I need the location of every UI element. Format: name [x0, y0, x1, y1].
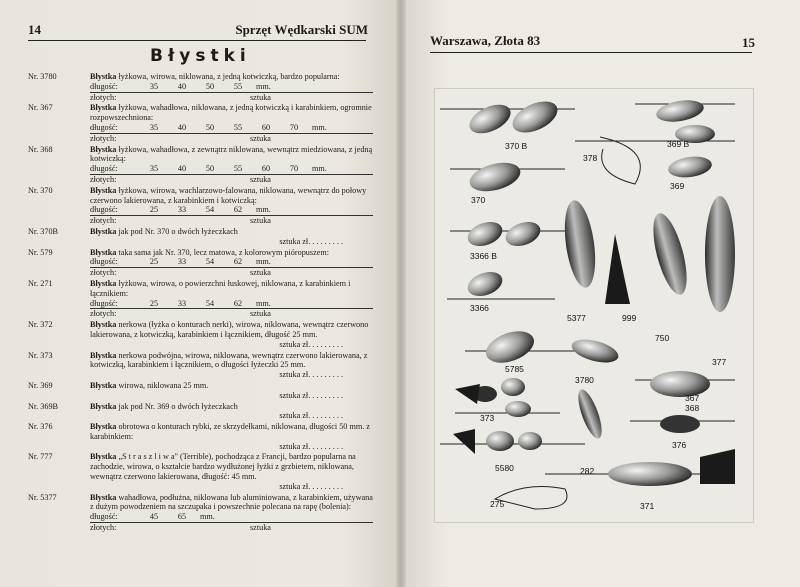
figure-label: 999: [622, 313, 637, 323]
figure-label: 367: [685, 393, 700, 403]
item-number: Nr. 367: [28, 103, 53, 113]
catalog-entry: [28, 248, 373, 278]
price-row: [90, 523, 373, 533]
item-description: [90, 279, 373, 299]
item-desc-text: wahadłowa, podłużna, niklowana lub aluminiowana, z karabinkiem, używana z dużym powodzeniem na szczupaka i powszechnie polecana na rapę (bolenia):: [90, 492, 373, 512]
item-desc-text: łyżkowa, wahadłowa, z zewnątrz niklowana, wewnątrz miedziowana, z jedną kotwiczką:: [90, 144, 373, 164]
photo-labels: [470, 139, 726, 511]
catalog-entry: [28, 402, 373, 422]
length-values: [140, 123, 308, 133]
right-header-rule: [430, 52, 752, 53]
length-value: 62: [233, 205, 243, 215]
catalog-entry: [28, 145, 373, 185]
item-name: Błystka: [90, 72, 117, 81]
price-line: sztuka zł. . . . . . . . .: [279, 441, 343, 451]
left-page-header: [28, 22, 368, 40]
catalog-entry: [28, 351, 373, 380]
item-number: Nr. 372: [28, 320, 53, 330]
item-name: Błystka: [90, 226, 117, 236]
price-row: [90, 134, 373, 144]
right-running-head: Warszawa, Złota 83: [430, 33, 541, 48]
item-number: Nr. 370B: [28, 226, 59, 236]
item-description: [90, 72, 373, 82]
price-line: sztuka zł. . . . . . . . .: [279, 411, 343, 421]
length-values: [140, 82, 252, 92]
item-number: Nr. 777: [28, 452, 53, 462]
length-row: [90, 512, 373, 523]
price-label: złotych:: [90, 523, 117, 533]
length-value: 50: [205, 81, 215, 91]
price-line: sztuka zł. . . . . . . . .: [279, 339, 343, 349]
price-line: sztuka zł. . . . . . . . .: [279, 370, 343, 380]
length-label: długość:: [90, 122, 118, 132]
length-values: [140, 299, 252, 309]
item-number: Nr. 271: [28, 278, 53, 288]
book-gutter: [396, 0, 406, 587]
figure-label: 369 B: [667, 139, 690, 149]
item-description: [90, 452, 373, 481]
price-row: [90, 216, 373, 226]
figure-label: 3780: [575, 375, 594, 385]
left-header-rule: [28, 40, 366, 41]
length-row: [90, 164, 373, 175]
length-row: [90, 123, 373, 134]
figure-label: 369: [670, 181, 685, 191]
catalog-entry: [28, 103, 373, 143]
item-number: Nr. 5377: [28, 492, 57, 502]
length-label: długość:: [90, 164, 118, 174]
item-desc-text: jak pod Nr. 369 o dwóch łyżeczkach: [118, 401, 238, 411]
price-label: złotych:: [90, 174, 117, 184]
price-per: sztuka: [250, 268, 271, 278]
item-desc-text: obrotowa o konturach rybki, ze skrzydełkami, niklowana, długości 50 mm. z karabinkiem:: [90, 422, 370, 441]
length-value: 65: [177, 512, 187, 522]
item-name: Błystka: [90, 380, 117, 390]
length-value: 55: [233, 164, 243, 174]
length-row: [90, 82, 373, 93]
item-number: Nr. 3780: [28, 72, 57, 81]
catalog-entry: [28, 320, 373, 349]
length-row: [90, 205, 373, 216]
item-description: [90, 402, 373, 412]
length-value: 35: [149, 122, 159, 132]
length-unit: mm.: [256, 81, 271, 91]
price-label: złotych:: [90, 92, 117, 102]
item-number: Nr. 369B: [28, 401, 59, 411]
length-label: długość:: [90, 257, 118, 267]
length-value: 33: [177, 298, 187, 308]
figure-label: 373: [480, 413, 495, 423]
catalog-entry: [28, 452, 373, 491]
price-per: sztuka: [250, 92, 271, 102]
figure-label: 282: [580, 466, 595, 476]
price-per: sztuka: [250, 133, 271, 143]
item-desc-text: nerkowa podwójna, wirowa, niklowana, wewnątrz czerwono lakierowana, z kotwiczką, karabinkiem i łącznikiem, o długości łyżeczki 25 mm.: [90, 350, 368, 370]
item-name: Błystka: [90, 144, 117, 154]
length-value: 62: [233, 257, 243, 267]
length-value: 55: [233, 81, 243, 91]
item-name: Błystka: [90, 422, 117, 432]
length-value: 50: [205, 164, 215, 174]
length-value: 33: [177, 205, 187, 215]
length-value: 25: [149, 257, 159, 267]
length-unit: mm.: [312, 164, 327, 174]
length-values: [140, 512, 196, 522]
figure-label: 5580: [495, 463, 514, 473]
item-name: Błystka: [90, 320, 117, 330]
price-label: złotych:: [90, 309, 117, 319]
spoon-lures: [464, 95, 735, 486]
length-value: 40: [177, 81, 187, 91]
price-per: sztuka: [250, 309, 271, 319]
length-value: 35: [149, 81, 159, 91]
item-number: Nr. 579: [28, 247, 53, 257]
item-description: [90, 381, 373, 391]
price-row: [90, 93, 373, 103]
right-page-number: 15: [742, 35, 755, 50]
item-name: Błystka: [90, 247, 117, 257]
item-description: [90, 145, 373, 165]
item-number: Nr. 373: [28, 350, 53, 360]
price-line: sztuka zł. . . . . . . . .: [279, 236, 343, 246]
length-value: 70: [289, 164, 299, 174]
length-row: [90, 257, 373, 268]
left-page-number: 14: [28, 22, 41, 37]
item-desc-text: taka sama jak Nr. 370, lecz matowa, z kolorowym pióropuszem:: [118, 247, 329, 257]
lures-illustration: [435, 89, 753, 522]
length-row: [90, 299, 373, 310]
length-value: 40: [177, 122, 187, 132]
item-description: [90, 227, 373, 237]
item-desc-text: wirowa, niklowana 25 mm.: [118, 380, 209, 390]
catalog-entry: [28, 422, 373, 451]
price-row: [90, 268, 373, 278]
length-value: 50: [205, 122, 215, 132]
length-value: 45: [149, 512, 159, 522]
length-value: 35: [149, 164, 159, 174]
item-number: Nr. 368: [28, 144, 53, 154]
item-description: [90, 493, 373, 513]
item-desc-text: łyżkowa, wirowa, o powierzchni łuskowej, niklowana, z karabinkiem i łącznikiem:: [90, 278, 351, 298]
figure-label: 750: [655, 333, 670, 343]
price-line: sztuka zł. . . . . . . . .: [279, 481, 343, 491]
item-name: Błystka: [90, 492, 117, 502]
catalog-entry: [28, 493, 373, 533]
figure-label: 370: [471, 195, 486, 205]
right-page-header: [430, 33, 755, 51]
item-number: Nr. 370: [28, 185, 53, 195]
length-value: 60: [261, 122, 271, 132]
item-desc-text: „S t r a s z l i w a" (Terrible), pochodząca z Francji, bardzo popularna na zachodzie, wirowa, o kształcie bardzo wydłużonej łyżki z grzbietem, niklowana, wewnątrz czerwono lakierowana, długość: 45 mm.: [90, 452, 356, 482]
figure-label: 368: [685, 403, 700, 413]
section-title: Błystki: [150, 46, 251, 66]
figure-label: 5377: [567, 313, 586, 323]
catalog-entry: [28, 186, 373, 226]
price-per: sztuka: [250, 174, 271, 184]
length-label: długość:: [90, 512, 118, 522]
length-value: 54: [205, 205, 215, 215]
figure-label: 5785: [505, 364, 524, 374]
catalog-entry: [28, 279, 373, 319]
lures-photo-plate: [434, 88, 754, 523]
item-description: [90, 186, 373, 206]
item-number: Nr. 376: [28, 422, 53, 432]
length-unit: mm.: [312, 122, 327, 132]
item-name: Błystka: [90, 452, 117, 462]
length-value: 70: [289, 122, 299, 132]
price-per: sztuka: [250, 216, 271, 226]
length-unit: mm.: [256, 205, 271, 215]
item-desc-text: jak pod Nr. 370 o dwóch łyżeczkach: [118, 226, 238, 236]
length-label: długość:: [90, 298, 118, 308]
price-row: [90, 175, 373, 185]
item-desc-text: łyżkowa, wahadłowa, niklowana, z jedną kotwiczką i karabinkiem, ogromnie rozpowszechniona:: [90, 103, 372, 123]
length-value: 55: [233, 122, 243, 132]
item-description: [90, 248, 373, 258]
item-description: [90, 103, 373, 123]
figure-label: 377: [712, 357, 727, 367]
length-label: długość:: [90, 81, 118, 91]
length-unit: mm.: [256, 257, 271, 267]
length-value: 54: [205, 298, 215, 308]
length-value: 40: [177, 164, 187, 174]
figure-label: 275: [490, 499, 505, 509]
catalog-entry: [28, 227, 373, 247]
figure-label: 371: [640, 501, 655, 511]
figure-label: 370 B: [505, 141, 528, 151]
left-running-head: Sprzęt Wędkarski SUM: [235, 22, 368, 37]
length-value: 33: [177, 257, 187, 267]
length-values: [140, 164, 308, 174]
item-name: Błystka: [90, 350, 117, 360]
price-label: złotych:: [90, 133, 117, 143]
price-per: sztuka: [250, 523, 271, 533]
length-unit: mm.: [256, 298, 271, 308]
length-value: 54: [205, 257, 215, 267]
price-line: sztuka zł. . . . . . . . .: [279, 390, 343, 400]
length-label: długość:: [90, 205, 118, 215]
length-value: 62: [233, 298, 243, 308]
figure-label: 3366 B: [470, 251, 497, 261]
figure-label: 378: [583, 153, 598, 163]
catalog-list: [28, 72, 373, 534]
item-desc-text: łyżkowa, wirowa, wachlarzowo-falowana, niklowana, wewnątrz do połowy czerwono lakierowana, z karabinkiem i kotwiczką:: [90, 185, 367, 205]
length-value: 25: [149, 205, 159, 215]
length-value: 60: [261, 164, 271, 174]
length-value: 25: [149, 298, 159, 308]
figure-label: 3366: [470, 303, 489, 313]
catalog-entry: [28, 381, 373, 401]
catalog-entry: [28, 72, 373, 102]
length-unit: mm.: [200, 512, 215, 522]
item-desc-text: łyżkowa, wirowa, niklowana, z jedną kotwiczką, bardzo popularna:: [118, 72, 340, 81]
item-name: Błystka: [90, 278, 117, 288]
price-label: złotych:: [90, 268, 117, 278]
item-name: Błystka: [90, 103, 117, 113]
price-row: [90, 309, 373, 319]
item-description: [90, 320, 373, 340]
item-desc-text: nerkowa (łyżka o konturach nerki), wirowa, niklowana, wewnątrz czerwono lakierowana, z kotwiczką, karabinkiem i łącznikiem, długość 25 mm.: [90, 320, 369, 339]
length-values: [140, 205, 252, 215]
item-name: Błystka: [90, 185, 117, 195]
figure-label: 376: [672, 440, 687, 450]
item-name: Błystka: [90, 401, 117, 411]
price-label: złotych:: [90, 216, 117, 226]
length-values: [140, 257, 252, 267]
item-description: [90, 422, 373, 442]
item-number: Nr. 369: [28, 380, 53, 390]
item-description: [90, 351, 373, 371]
